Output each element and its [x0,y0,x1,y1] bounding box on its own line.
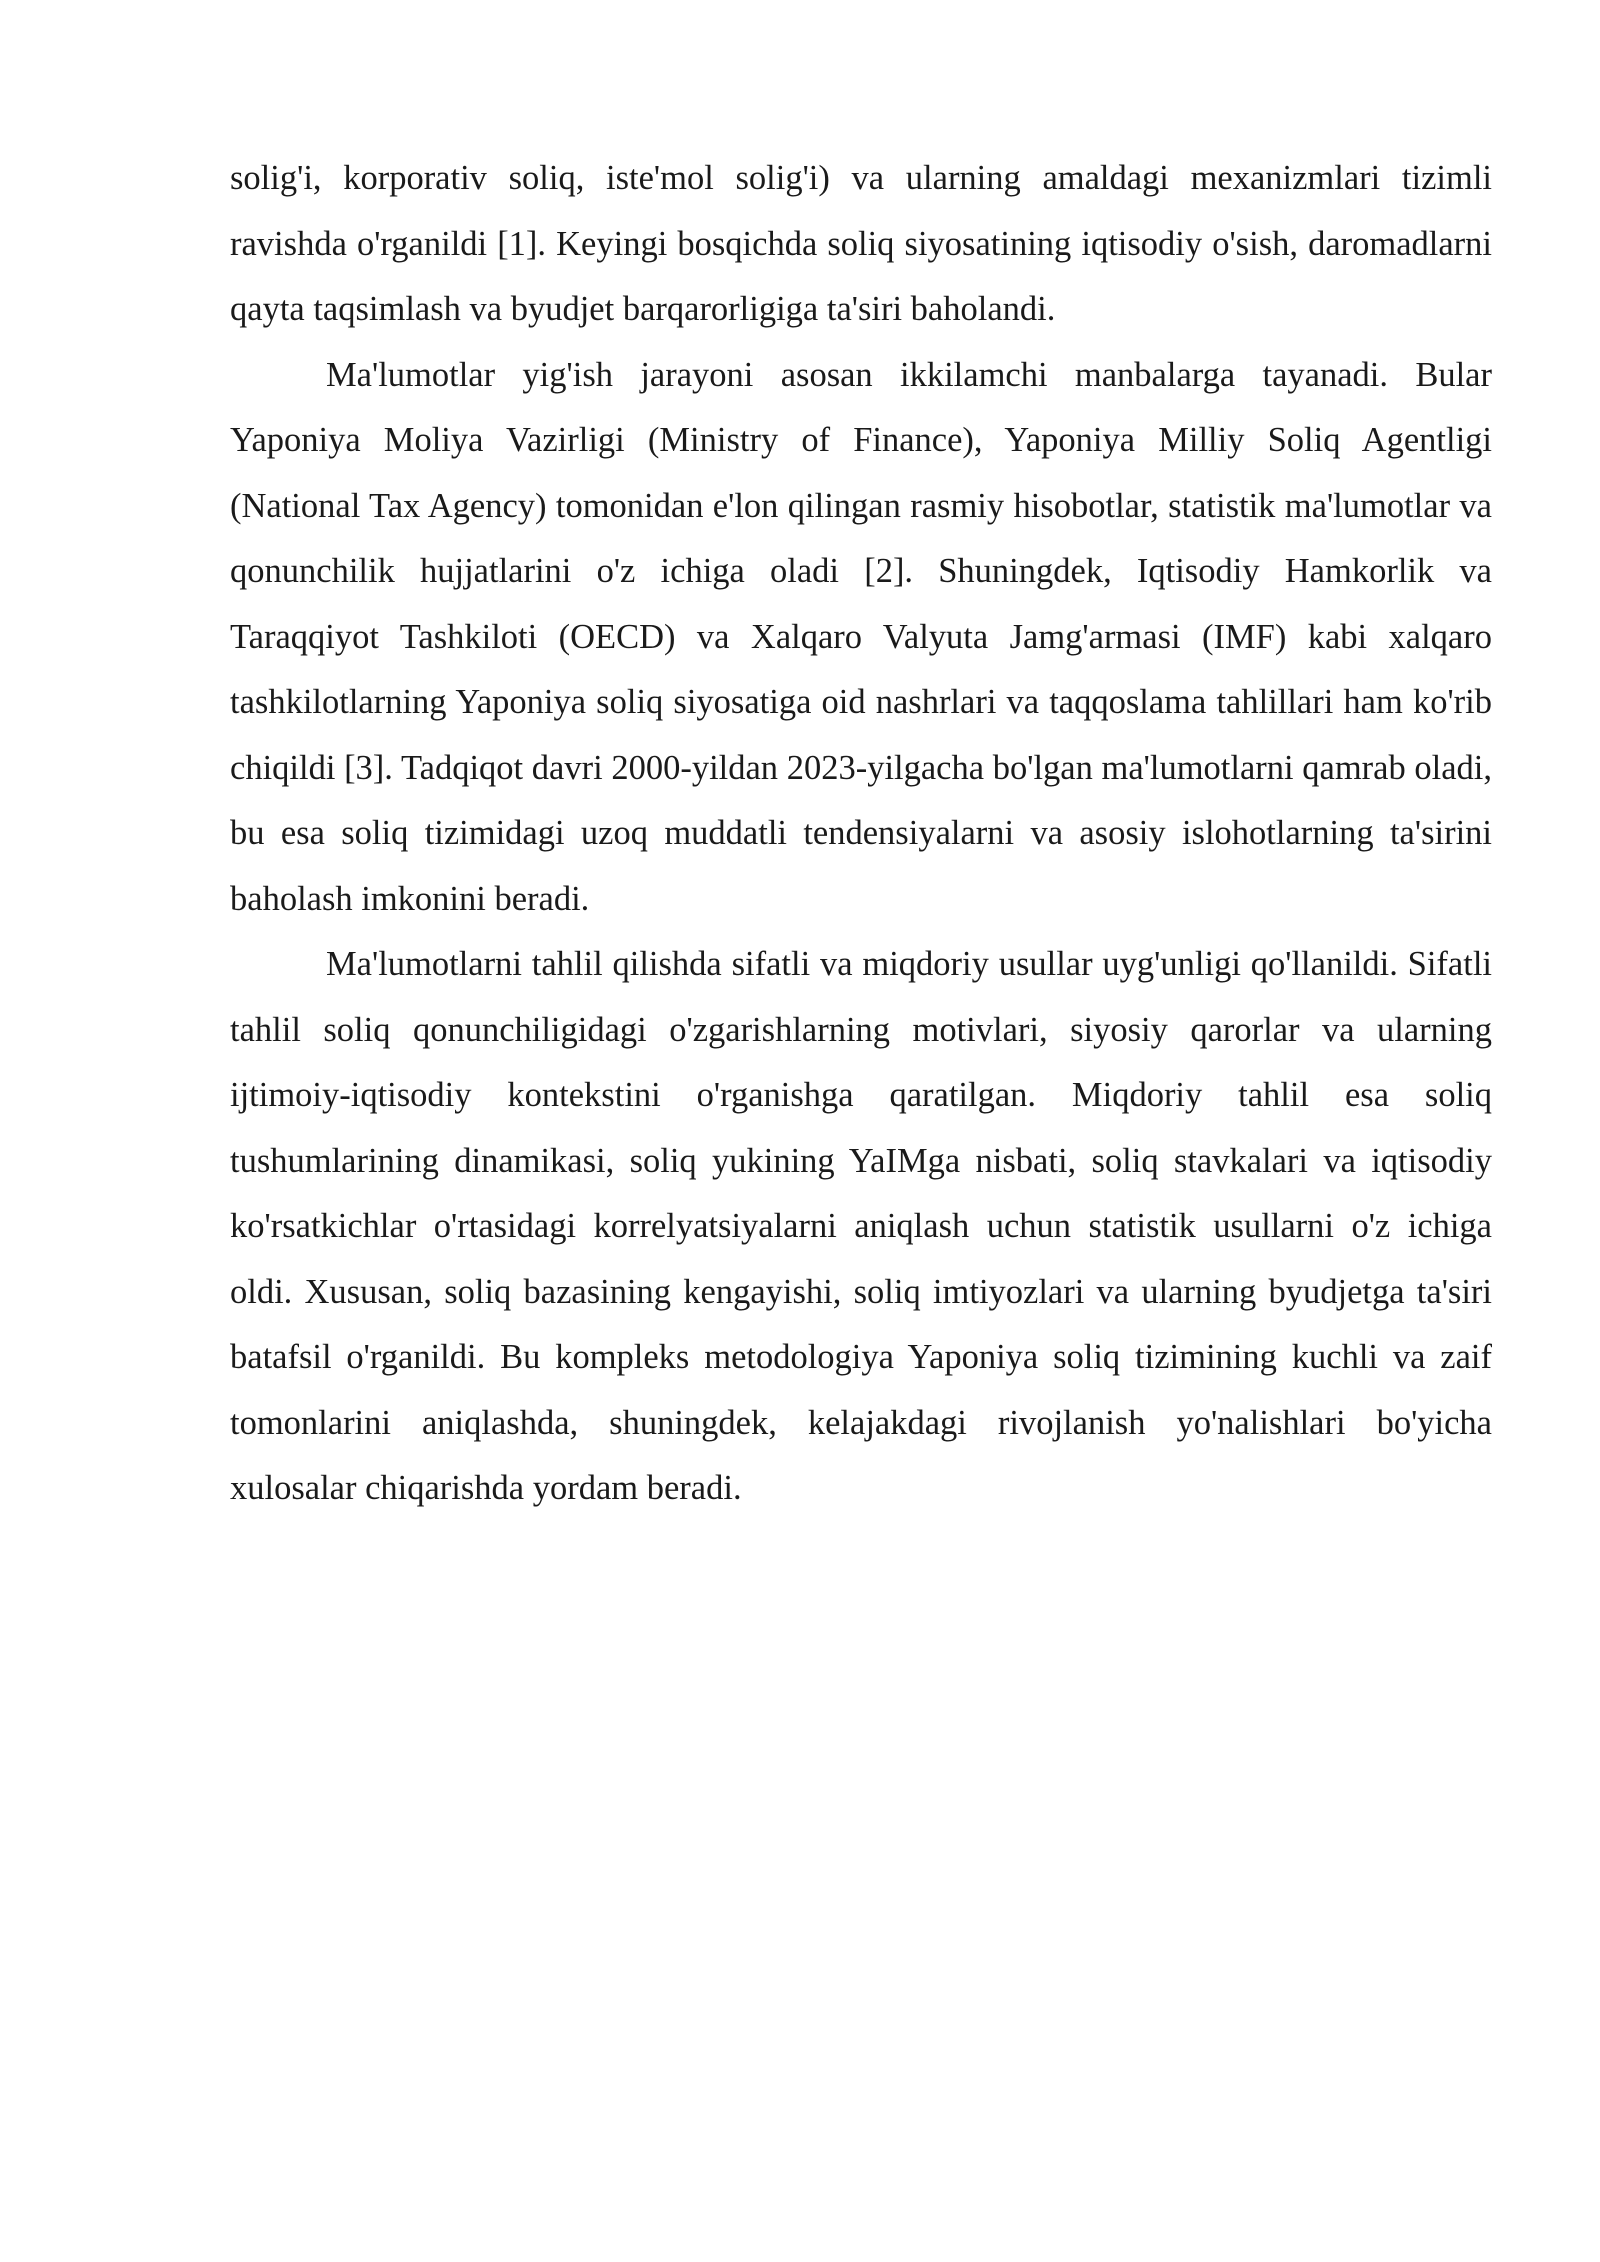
paragraph-data-analysis: Ma'lumotlarni tahlil qilishda sifatli va miqdoriy usullar uyg'unligi qo'llanildi. Sifatli tahlil soliq qonunchiligidagi o'zgarishlarning motivlari, siyosiy qarorlar va ularning ijtimoiy-iqtisodiy kontekstini o'rganishga qaratilgan. Miqdoriy tahlil esa soliq tushumlarining dinamikasi, soliq yukining YaIMga nisbati, soliq stavkalari va iqtisodiy ko'rsatkichlar o'rtasidagi korrelyatsiyalarni aniqlash uchun statistik usullarni o'z ichiga oldi. Xususan, soliq bazasining kengayishi, soliq imtiyozlari va ularning byudjetga ta'siri batafsil o'rganildi. Bu kompleks metodologiya Yaponiya soliq tizimining kuchli va zaif tomonlarini aniqlashda, shuningdek, kelajakdagi rivojlanish yo'nalishlari bo'yicha xulosalar chiqarishda yordam beradi. [230,945,1492,1507]
paragraph-data-collection: Ma'lumotlar yig'ish jarayoni asosan ikkilamchi manbalarga tayanadi. Bular Yaponiya Moliya Vazirligi (Ministry of Finance), Yaponiya Milliy Soliq Agentligi (National Tax Agency) tomonidan e'lon qilingan rasmiy hisobotlar, statistik ma'lumotlar va qonunchilik hujjatlarini o'z ichiga oladi [2]. Shuningdek, Iqtisodiy Hamkorlik va Taraqqiyot Tashkiloti (OECD) va Xalqaro Valyuta Jamg'armasi (IMF) kabi xalqaro tashkilotlarning Yaponiya soliq siyosatiga oid nashrlari va taqqoslama tahlillari ham ko'rib chiqildi [3]. Tadqiqot davri 2000-yildan 2023-yilgacha bo'lgan ma'lumotlarni qamrab oladi, bu esa soliq tizimidagi uzoq muddatli tendensiyalarni va asosiy islohotlarning ta'sirini baholash imkonini beradi. [230,355,1492,918]
paragraph-continuation: solig'i, korporativ soliq, iste'mol solig'i) va ularning amaldagi mexanizmlari tizimli ravishda o'rganildi [1]. Keyingi bosqichda soliq siyosatining iqtisodiy o'sish, daromadlarni qayta taqsimlash va byudjet barqarorligiga ta'siri baholandi. [230,159,1492,328]
document-body [230,146,1492,1522]
